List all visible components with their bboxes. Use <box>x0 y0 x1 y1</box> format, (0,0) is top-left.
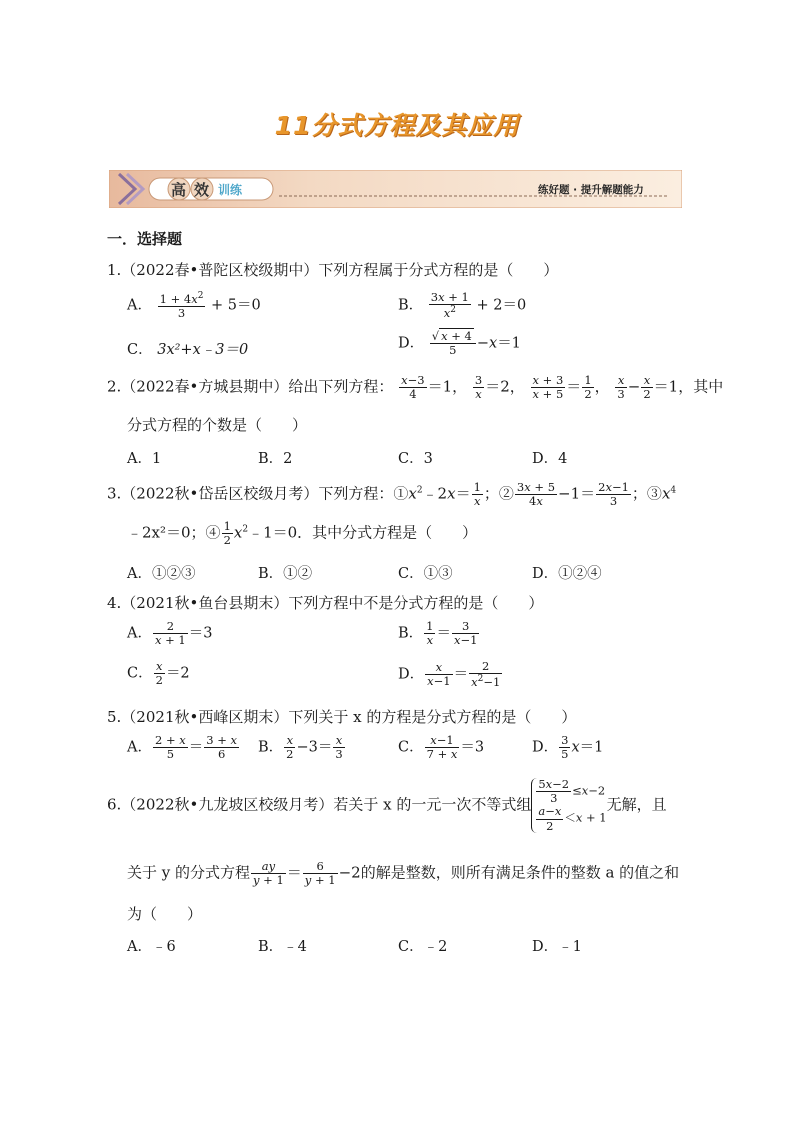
q5-a-label: A． <box>127 739 152 756</box>
q3-line2a: ﹣2x²＝0；④ <box>127 523 221 542</box>
q2-stem: 2.（2022春•方城县期中）给出下列方程： <box>107 377 394 396</box>
q5-option-c: C． $\frac{x-1}{7 + x}$ ＝3 <box>398 733 485 762</box>
q1-a-label: A． <box>127 297 152 314</box>
q4-a-label: A． <box>127 625 152 642</box>
q6-option-a: A．﹣6 <box>127 939 176 955</box>
q1-option-c <box>127 338 248 359</box>
q5-b-label: B． <box>258 739 284 756</box>
q5-c-label: C． <box>398 739 424 756</box>
q2-option-d: D．4 <box>532 451 568 467</box>
page-title: 11分式方程及其应用 <box>274 111 520 140</box>
q1-d-label: D． <box>398 335 425 352</box>
q1-option-d: D． $\frac{√ x + 4}{5}$ −x＝1 <box>398 329 521 358</box>
q4-option-b: B． $\frac{1}{x}$ ＝ $\frac{3}{x-1}$ <box>398 619 478 648</box>
q5-option-b: B． $\frac{x}{2}$ −3＝ $\frac{x}{3}$ <box>258 733 343 762</box>
question-2-line2: 分式方程的个数是（ ） <box>127 416 308 434</box>
q1-c-text: 3x²+x﹣3＝0 <box>157 342 249 358</box>
banner-badge-gao: 高 <box>171 181 187 199</box>
question-3-line2: ﹣2x²＝0；④ $\frac{1}{2}$ $x^2﹣1=0$．其中分式方程是（ ） <box>127 519 478 548</box>
banner-badge-xiao: 效 <box>194 181 210 199</box>
q1-c-label: C． <box>127 342 153 358</box>
q2-option-c: C．3 <box>398 451 433 467</box>
inequality-system: $\frac{5x-2}{3}$ ≤x−2 $\frac{a-x}{2}$ ＜x + 1 <box>531 778 606 833</box>
q3-option-c: C．①③ <box>398 566 453 582</box>
q2-tail: ，其中 <box>678 377 724 396</box>
question-1: 1.（2022春•普陀区校级期中）下列方程属于分式方程的是（ ） <box>107 261 559 279</box>
q4-option-d: D． $\frac{x}{x-1}$ ＝ $\frac{2}{x^2-1}$ <box>398 659 501 690</box>
banner-right-text: 练好题 · 提升解题能力 <box>538 184 644 196</box>
section-heading: 一．选择题 <box>107 230 183 248</box>
q6-option-c: C．﹣2 <box>398 939 448 955</box>
q4-d-label: D． <box>398 666 425 683</box>
q6-line1b: 无解，且 <box>606 795 667 814</box>
q5-option-d: D． $\frac{3}{5}$ x＝1 <box>532 733 604 762</box>
banner-badge-xunlian: 训练 <box>218 183 243 197</box>
q5-option-a: A． $\frac{2 + x}{5}$ ＝ $\frac{3 + x}{6}$ <box>127 733 238 762</box>
question-6-line3: 为（ ） <box>127 905 203 923</box>
q1-option-b: B． $\frac{3x + 1}{x^2}$ + 2＝0 <box>398 290 527 321</box>
q3-option-b: B．①② <box>258 566 313 582</box>
q4-option-a: A． $\frac{2}{x + 1}$ ＝3 <box>127 619 213 648</box>
q6-line2a: 关于 y 的分式方程 <box>127 863 251 882</box>
q3-line2b: ﹣1＝0．其中分式方程是（ ） <box>248 523 478 542</box>
question-4: 4.（2021秋•鱼台县期末）下列方程中不是分式方程的是（ ） <box>107 594 544 612</box>
q5-d-label: D． <box>532 739 559 756</box>
q4-b-label: B． <box>398 625 424 642</box>
q6-line2b: 的解是整数，则所有满足条件的整数 a 的值之和 <box>360 863 680 882</box>
question-6 <box>107 778 667 833</box>
question-5: 5.（2021秋•西峰区期末）下列关于 x 的方程是分式方程的是（ ） <box>107 708 577 726</box>
q1-b-label: B． <box>398 297 424 314</box>
q3-option-d: D．①②④ <box>532 566 602 582</box>
question-6-line2: 关于 y 的分式方程 $\frac{ay}{y + 1}$ ＝ $\frac{6}{y + 1}$ −2的解是整数，则所有满足条件的整数 a 的值之和 <box>127 859 680 888</box>
question-2: 2.（2022春•方城县期中）给出下列方程： $\frac{x-3}{4}$ ＝1， $\frac{3}{x}$ ＝2， $\frac{x + 3}{x + 5}$ ＝ $\frac{1}{2}$ ， $\frac{x}{3}$ − $\frac{x}{2}$ ＝1，其中 <box>107 373 724 402</box>
question-3: 3.（2022秋•岱岳区校级月考）下列方程：$①x^2﹣2x=$ $\frac{1}{x}$ ；② $\frac{3x + 5}{4x}$ −1＝ $\frac{2x-1}{3}$ ；$③x^4$ <box>107 480 677 509</box>
q4-option-c: C． $\frac{x}{2}$ ＝2 <box>127 659 190 688</box>
q3-stem: 3.（2022秋•岱岳区校级月考）下列方程：① <box>107 484 409 503</box>
q1-option-a: A． $\frac{1 + 4x^2}{3}$ + 5＝0 <box>127 291 261 321</box>
q2-option-b: B．2 <box>258 451 293 467</box>
q3-option-a: A．①②③ <box>127 566 196 582</box>
q2-option-a: A．1 <box>127 451 162 467</box>
q6-option-b: B．﹣4 <box>258 939 307 955</box>
q6-stem: 6.（2022秋•九龙坡区校级月考）若关于 x 的一元一次不等式组 <box>107 795 532 814</box>
q4-c-label: C． <box>127 665 153 682</box>
q6-option-d: D．﹣1 <box>532 939 582 955</box>
